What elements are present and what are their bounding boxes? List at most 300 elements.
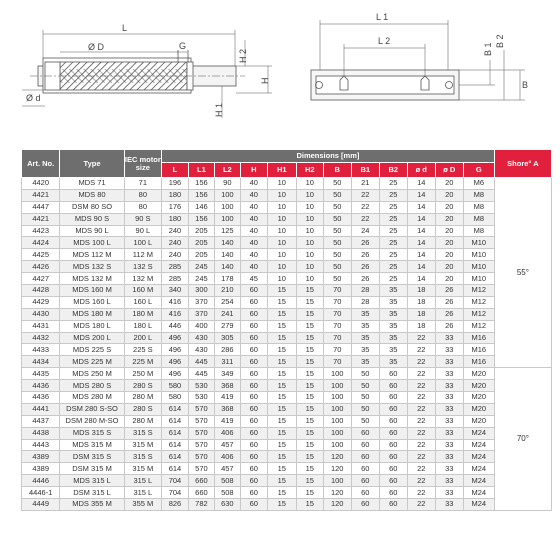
table-cell: 18 [407, 296, 435, 308]
table-cell: 50 [323, 237, 351, 249]
table-cell: M20 [463, 380, 494, 392]
table-cell: 15 [296, 308, 323, 320]
table-cell: 15 [267, 439, 296, 451]
table-cell: 26 [435, 285, 463, 297]
table-cell: 40 [240, 213, 267, 225]
table-cell: 285 [162, 261, 189, 273]
table-row [22, 356, 552, 368]
table-cell: 60 [379, 475, 407, 487]
label-B: B [522, 80, 529, 90]
table-cell: 10 [296, 178, 323, 190]
table-cell: 50 [323, 201, 351, 213]
table-cell: 570 [188, 403, 214, 415]
table-cell: 15 [267, 487, 296, 499]
table-cell: 14 [407, 178, 435, 190]
table-cell: 315 L [124, 487, 161, 499]
table-cell: DSM 315 S [60, 451, 124, 463]
table-cell: 60 [240, 439, 267, 451]
table-row [22, 475, 552, 487]
table-cell: M10 [463, 237, 494, 249]
table-cell: 614 [162, 463, 189, 475]
table-cell: DSM 280 S-SO [60, 403, 124, 415]
table-row [22, 261, 552, 273]
table-cell: 570 [188, 463, 214, 475]
table-cell: 15 [296, 403, 323, 415]
table-cell: 445 [188, 368, 214, 380]
table-cell: 40 [240, 189, 267, 201]
table-cell: 60 [240, 392, 267, 404]
table-cell: 60 [240, 320, 267, 332]
table-cell: 60 [379, 499, 407, 511]
table-cell: 100 [323, 392, 351, 404]
table-row [22, 249, 552, 261]
table-cell: 21 [351, 178, 379, 190]
table-cell: 20 [435, 273, 463, 285]
table-cell: 4435 [22, 368, 60, 380]
table-cell: 496 [162, 368, 189, 380]
table-cell: 286 [214, 344, 240, 356]
table-cell: 10 [267, 249, 296, 261]
table-cell: 782 [188, 499, 214, 511]
table-cell: 430 [188, 332, 214, 344]
table-cell: 35 [379, 296, 407, 308]
table-cell: 50 [323, 213, 351, 225]
table-cell: 20 [435, 237, 463, 249]
table-cell: 15 [296, 296, 323, 308]
table-cell: 15 [267, 499, 296, 511]
table-cell: 156 [188, 213, 214, 225]
table-cell: 245 [188, 261, 214, 273]
table-cell: 15 [267, 308, 296, 320]
header-dim-col: H1 [267, 163, 296, 178]
table-cell: 4425 [22, 249, 60, 261]
table-cell: MDS 90 S [60, 213, 124, 225]
table-cell: 580 [162, 380, 189, 392]
table-cell: 60 [379, 403, 407, 415]
table-cell: 630 [214, 499, 240, 511]
table-cell: 180 L [124, 320, 161, 332]
table-cell: 80 [124, 201, 161, 213]
table-cell: 14 [407, 237, 435, 249]
table-cell: 15 [296, 356, 323, 368]
table-cell: 22 [407, 475, 435, 487]
shore-value: 55° [494, 178, 551, 368]
table-cell: 614 [162, 415, 189, 427]
table-cell: 70 [323, 285, 351, 297]
table-cell: 35 [351, 356, 379, 368]
table-cell: 496 [162, 344, 189, 356]
table-cell: 4424 [22, 237, 60, 249]
table-cell: MDS 200 L [60, 332, 124, 344]
table-cell: 18 [407, 320, 435, 332]
table-cell: 4389 [22, 451, 60, 463]
table-row [22, 463, 552, 475]
table-cell: 26 [351, 249, 379, 261]
table-cell: 22 [407, 451, 435, 463]
table-cell: 60 [379, 380, 407, 392]
table-cell: 100 [214, 201, 240, 213]
table-cell: 112 M [124, 249, 161, 261]
table-cell: 250 M [124, 368, 161, 380]
table-row [22, 499, 552, 511]
table-cell: 25 [379, 273, 407, 285]
table-cell: 22 [407, 392, 435, 404]
table-cell: 4441 [22, 403, 60, 415]
table-cell: 33 [435, 499, 463, 511]
table-cell: 33 [435, 392, 463, 404]
table-cell: 570 [188, 415, 214, 427]
table-cell: 10 [267, 189, 296, 201]
table-cell: 660 [188, 475, 214, 487]
table-cell: 20 [435, 189, 463, 201]
table-cell: 15 [267, 451, 296, 463]
table-cell: 10 [267, 225, 296, 237]
table-cell: 180 M [124, 308, 161, 320]
table-cell: 40 [240, 249, 267, 261]
table-cell: 20 [435, 201, 463, 213]
table-cell: 225 S [124, 344, 161, 356]
table-cell: 26 [351, 261, 379, 273]
table-cell: 50 [351, 380, 379, 392]
table-cell: 25 [379, 178, 407, 190]
table-cell: 14 [407, 249, 435, 261]
table-cell: 120 [323, 499, 351, 511]
table-cell: 370 [188, 296, 214, 308]
table-cell: 4428 [22, 285, 60, 297]
table-cell: 419 [214, 392, 240, 404]
label-L: L [122, 23, 128, 33]
table-cell: 15 [267, 475, 296, 487]
table-cell: 33 [435, 487, 463, 499]
table-cell: 22 [407, 487, 435, 499]
table-cell: 90 [214, 178, 240, 190]
table-cell: 71 [124, 178, 161, 190]
table-cell: 70 [323, 308, 351, 320]
table-cell: 240 [162, 237, 189, 249]
table-cell: 241 [214, 308, 240, 320]
table-cell: 132 S [124, 261, 161, 273]
table-cell: M8 [463, 201, 494, 213]
table-cell: MDS 160 M [60, 285, 124, 297]
table-cell: MDS 90 L [60, 225, 124, 237]
table-cell: 60 [379, 368, 407, 380]
table-cell: 33 [435, 368, 463, 380]
table-cell: 60 [351, 463, 379, 475]
table-cell: 45 [240, 273, 267, 285]
table-cell: MDS 225 S [60, 344, 124, 356]
table-cell: 15 [267, 427, 296, 439]
table-cell: 18 [407, 285, 435, 297]
table-cell: 245 [188, 273, 214, 285]
table-cell: 15 [267, 296, 296, 308]
table-cell: MDS 80 [60, 189, 124, 201]
table-cell: M8 [463, 213, 494, 225]
table-cell: 22 [407, 356, 435, 368]
table-cell: 33 [435, 451, 463, 463]
table-cell: 22 [407, 463, 435, 475]
table-cell: 26 [351, 273, 379, 285]
table-cell: 4432 [22, 332, 60, 344]
table-cell: 446 [162, 320, 189, 332]
table-row [22, 213, 552, 225]
table-cell: 355 M [124, 499, 161, 511]
table-cell: 60 [351, 475, 379, 487]
table-cell: 156 [188, 178, 214, 190]
table-cell: 614 [162, 439, 189, 451]
table-cell: 60 [240, 463, 267, 475]
table-cell: 508 [214, 487, 240, 499]
table-cell: M16 [463, 344, 494, 356]
table-cell: 280 S [124, 380, 161, 392]
table-cell: 4430 [22, 308, 60, 320]
table-cell: 14 [407, 261, 435, 273]
label-L1: L 1 [376, 12, 389, 22]
table-cell: 315 M [124, 463, 161, 475]
table-cell: M12 [463, 285, 494, 297]
table-cell: 4427 [22, 273, 60, 285]
table-cell: MDS 355 M [60, 499, 124, 511]
table-cell: 60 [240, 332, 267, 344]
table-row [22, 273, 552, 285]
table-cell: 25 [379, 237, 407, 249]
table-cell: 50 [351, 392, 379, 404]
table-cell: 400 [188, 320, 214, 332]
table-cell: 100 L [124, 237, 161, 249]
table-cell: M8 [463, 225, 494, 237]
table-cell: 60 [240, 308, 267, 320]
table-cell: 10 [267, 213, 296, 225]
table-cell: 205 [188, 249, 214, 261]
table-row [22, 415, 552, 427]
table-cell: M12 [463, 320, 494, 332]
table-cell: 25 [379, 249, 407, 261]
table-cell: 10 [296, 201, 323, 213]
table-cell: 15 [296, 463, 323, 475]
table-cell: 14 [407, 273, 435, 285]
table-cell: M24 [463, 451, 494, 463]
table-cell: 60 [351, 499, 379, 511]
table-cell: M24 [463, 427, 494, 439]
table-cell: 50 [323, 178, 351, 190]
table-cell: 416 [162, 308, 189, 320]
table-cell: 15 [267, 320, 296, 332]
header-iec: IEC motor size [124, 150, 161, 178]
table-cell: 180 [162, 213, 189, 225]
table-cell: 26 [435, 320, 463, 332]
table-cell: 160 L [124, 296, 161, 308]
table-cell: 20 [435, 213, 463, 225]
section-view [22, 30, 272, 118]
table-row [22, 320, 552, 332]
table-cell: 10 [296, 261, 323, 273]
table-cell: 4421 [22, 213, 60, 225]
table-cell: 40 [240, 201, 267, 213]
table-cell: 406 [214, 427, 240, 439]
table-cell: 70 [323, 356, 351, 368]
table-cell: MDS 315 S [60, 427, 124, 439]
table-cell: 35 [379, 285, 407, 297]
table-cell: 140 [214, 261, 240, 273]
table-cell: 100 [323, 403, 351, 415]
table-cell: 205 [188, 225, 214, 237]
table-cell: 4449 [22, 499, 60, 511]
header-dim-col: B [323, 163, 351, 178]
table-cell: 10 [267, 237, 296, 249]
table-cell: M10 [463, 273, 494, 285]
table-cell: 60 [240, 415, 267, 427]
table-cell: 406 [214, 451, 240, 463]
table-cell: 370 [188, 308, 214, 320]
table-cell: MDS 160 L [60, 296, 124, 308]
table-cell: 33 [435, 332, 463, 344]
table-cell: 614 [162, 451, 189, 463]
label-D: Ø D [88, 42, 105, 52]
table-cell: 368 [214, 380, 240, 392]
table-cell: 33 [435, 380, 463, 392]
table-cell: 50 [323, 249, 351, 261]
table-row [22, 427, 552, 439]
table-cell: M24 [463, 463, 494, 475]
table-cell: 15 [296, 487, 323, 499]
table-cell: 60 [351, 427, 379, 439]
table-cell: 18 [407, 308, 435, 320]
table-row [22, 296, 552, 308]
table-cell: 50 [351, 415, 379, 427]
table-row [22, 332, 552, 344]
table-cell: 120 [323, 487, 351, 499]
table-cell: 100 [323, 475, 351, 487]
table-cell: 22 [407, 368, 435, 380]
table-cell: 132 M [124, 273, 161, 285]
table-cell: 15 [296, 392, 323, 404]
table-cell: 368 [214, 403, 240, 415]
table-cell: 50 [323, 261, 351, 273]
table-cell: 50 [351, 368, 379, 380]
table-cell: 22 [407, 344, 435, 356]
table-cell: 33 [435, 415, 463, 427]
table-cell: M6 [463, 178, 494, 190]
table-cell: MDS 180 M [60, 308, 124, 320]
label-H1: H 1 [214, 102, 224, 117]
table-cell: 15 [267, 368, 296, 380]
table-cell: 33 [435, 463, 463, 475]
label-d: Ø d [26, 93, 41, 103]
table-cell: 704 [162, 475, 189, 487]
table-cell: 176 [162, 201, 189, 213]
table-cell: M24 [463, 439, 494, 451]
table-cell: 60 [240, 356, 267, 368]
table-row [22, 439, 552, 451]
table-cell: 90 L [124, 225, 161, 237]
table-cell: M12 [463, 296, 494, 308]
table-cell: 28 [351, 285, 379, 297]
table-cell: 50 [323, 273, 351, 285]
table-cell: 33 [435, 403, 463, 415]
table-cell: M20 [463, 415, 494, 427]
table-cell: 15 [267, 332, 296, 344]
table-cell: 60 [379, 463, 407, 475]
table-cell: 4443 [22, 439, 60, 451]
table-cell: 22 [407, 499, 435, 511]
table-cell: MDS 250 M [60, 368, 124, 380]
table-cell: 14 [407, 225, 435, 237]
table-cell: 4426 [22, 261, 60, 273]
label-B1: B 1 [483, 42, 493, 56]
table-cell: 416 [162, 296, 189, 308]
table-cell: 496 [162, 356, 189, 368]
header-dim-col: L [162, 163, 189, 178]
table-cell: 10 [296, 213, 323, 225]
table-cell: 614 [162, 427, 189, 439]
header-dim-col: L1 [188, 163, 214, 178]
table-cell: 35 [351, 308, 379, 320]
label-H2: H 2 [238, 48, 248, 63]
table-cell: 50 [323, 225, 351, 237]
table-cell: 60 [240, 380, 267, 392]
table-row [22, 285, 552, 297]
table-cell: 15 [267, 415, 296, 427]
table-cell: M24 [463, 499, 494, 511]
table-cell: M20 [463, 368, 494, 380]
table-cell: 22 [351, 213, 379, 225]
table-cell: DSM 280 M-SO [60, 415, 124, 427]
table-cell: 100 [323, 427, 351, 439]
table-cell: MDS 180 L [60, 320, 124, 332]
table-cell: 210 [214, 285, 240, 297]
table-cell: 580 [162, 392, 189, 404]
table-cell: 35 [351, 344, 379, 356]
table-cell: 15 [296, 285, 323, 297]
table-cell: 4429 [22, 296, 60, 308]
table-cell: 22 [407, 427, 435, 439]
table-cell: 20 [435, 178, 463, 190]
table-cell: 10 [296, 237, 323, 249]
table-cell: 100 [214, 213, 240, 225]
table-cell: 315 L [124, 475, 161, 487]
table-cell: 15 [296, 427, 323, 439]
table-cell: 60 [240, 427, 267, 439]
table-row [22, 237, 552, 249]
table-cell: 33 [435, 427, 463, 439]
table-cell: 225 M [124, 356, 161, 368]
table-cell: 15 [296, 499, 323, 511]
table-cell: 4433 [22, 344, 60, 356]
table-cell: 60 [351, 439, 379, 451]
table-cell: MDS 100 L [60, 237, 124, 249]
table-cell: 26 [435, 296, 463, 308]
table-row [22, 487, 552, 499]
table-cell: 15 [296, 344, 323, 356]
table-cell: 4446 [22, 475, 60, 487]
header-dim-col: H2 [296, 163, 323, 178]
header-dim-col: L2 [214, 163, 240, 178]
shore-value: 70° [494, 368, 551, 511]
table-cell: 614 [162, 403, 189, 415]
table-cell: 50 [323, 189, 351, 201]
table-cell: 25 [379, 261, 407, 273]
table-cell: 22 [351, 201, 379, 213]
table-cell: 15 [296, 415, 323, 427]
table-row [22, 368, 552, 380]
table-cell: 4421 [22, 189, 60, 201]
table-cell: 200 L [124, 332, 161, 344]
table-row [22, 225, 552, 237]
label-B2: B 2 [495, 34, 505, 48]
table-cell: 280 M [124, 415, 161, 427]
header-shore: Shore° A [494, 150, 551, 178]
table-cell: 60 [240, 296, 267, 308]
table-cell: 205 [188, 237, 214, 249]
